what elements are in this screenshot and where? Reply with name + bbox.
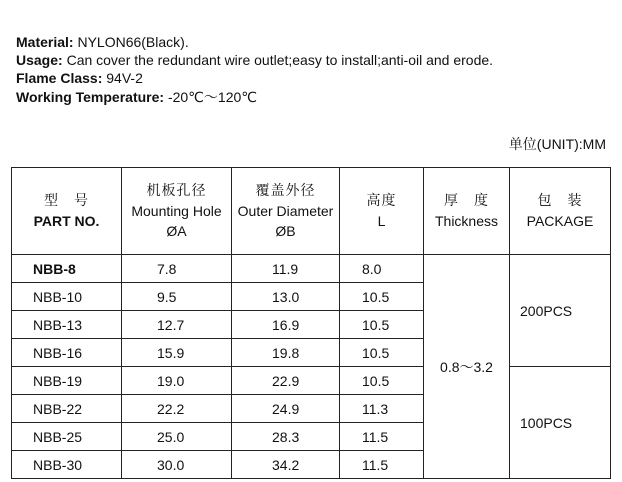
header-cn: 型 号	[44, 193, 89, 209]
cell-height: 11.5	[340, 451, 424, 479]
cell-outer-diameter: 11.9	[232, 255, 340, 283]
header-en: Outer Diameter	[237, 203, 334, 219]
cell-height: 11.3	[340, 395, 424, 423]
header-cn: 覆盖外径	[255, 183, 316, 199]
spec-working-temperature	[16, 88, 257, 106]
header-symbol: ØB	[275, 223, 296, 239]
table-row	[12, 255, 611, 283]
spec-value: 94V-2	[102, 70, 143, 86]
spec-label: Working Temperature:	[16, 89, 165, 105]
spec-usage	[16, 51, 493, 69]
cell-part-no: NBB-10	[12, 283, 122, 311]
cell-mounting-hole: 7.8	[122, 255, 232, 283]
spec-value: -20℃～120℃	[164, 89, 257, 105]
cell-outer-diameter: 34.2	[232, 451, 340, 479]
header-mounting-hole	[122, 168, 232, 255]
cell-mounting-hole: 9.5	[122, 283, 232, 311]
cell-mounting-hole: 19.0	[122, 367, 232, 395]
header-cn: 包 装	[537, 193, 583, 209]
cell-height: 10.5	[340, 311, 424, 339]
spec-flame-class	[16, 69, 143, 87]
cell-mounting-hole: 25.0	[122, 423, 232, 451]
cell-part-no: NBB-22	[12, 395, 122, 423]
spec-value: NYLON66(Black).	[73, 34, 189, 50]
cell-height: 10.5	[340, 339, 424, 367]
cell-height: 11.5	[340, 423, 424, 451]
header-en: PART NO.	[33, 213, 100, 229]
spec-value: Can cover the redundant wire outlet;easy to install;anti-oil and erode.	[62, 52, 494, 68]
cell-outer-diameter: 16.9	[232, 311, 340, 339]
cell-outer-diameter: 13.0	[232, 283, 340, 311]
cell-mounting-hole: 30.0	[122, 451, 232, 479]
header-en: L	[377, 213, 386, 229]
cell-outer-diameter: 19.8	[232, 339, 340, 367]
cell-part-no: NBB-8	[12, 255, 122, 283]
spec-label: Usage:	[16, 52, 63, 68]
cell-package-100: 100PCS	[510, 367, 611, 479]
table-header-row	[12, 168, 611, 255]
cell-outer-diameter: 28.3	[232, 423, 340, 451]
header-en: PACKAGE	[526, 213, 594, 229]
cell-thickness: 0.8～3.2	[424, 255, 510, 479]
spec-table	[11, 167, 611, 479]
cell-height: 10.5	[340, 283, 424, 311]
spec-material	[16, 33, 189, 51]
table-row	[12, 367, 611, 395]
cell-mounting-hole: 12.7	[122, 311, 232, 339]
header-en: Mounting Hole	[131, 203, 222, 219]
spec-label: Material:	[16, 34, 74, 50]
cell-part-no: NBB-13	[12, 311, 122, 339]
header-outer-diameter	[232, 168, 340, 255]
cell-mounting-hole: 22.2	[122, 395, 232, 423]
cell-package-200: 200PCS	[510, 255, 611, 367]
header-en: Thickness	[434, 213, 499, 229]
cell-part-no: NBB-25	[12, 423, 122, 451]
header-package	[510, 168, 611, 255]
header-cn: 厚 度	[444, 193, 489, 209]
spec-label: Flame Class:	[16, 70, 103, 86]
cell-mounting-hole: 15.9	[122, 339, 232, 367]
unit-label: 单位(UNIT):MM	[508, 136, 606, 152]
cell-part-no: NBB-19	[12, 367, 122, 395]
header-thickness	[424, 168, 510, 255]
header-part-no	[12, 168, 122, 255]
cell-outer-diameter: 24.9	[232, 395, 340, 423]
header-cn: 高度	[366, 193, 397, 209]
cell-part-no: NBB-30	[12, 451, 122, 479]
header-symbol: ØA	[166, 223, 187, 239]
header-height	[340, 168, 424, 255]
header-cn: 机板孔径	[146, 183, 207, 199]
cell-height: 10.5	[340, 367, 424, 395]
cell-height: 8.0	[340, 255, 424, 283]
cell-outer-diameter: 22.9	[232, 367, 340, 395]
cell-part-no: NBB-16	[12, 339, 122, 367]
